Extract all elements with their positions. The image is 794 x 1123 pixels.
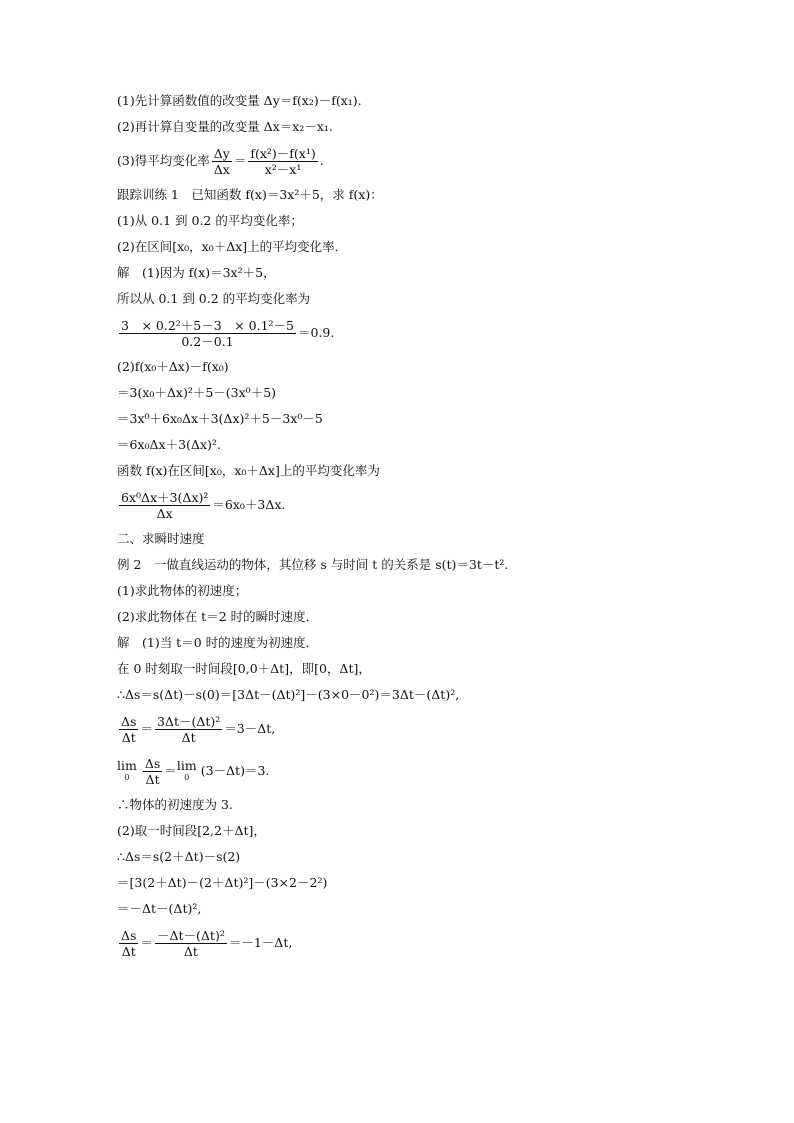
exercise-question-1: (1)从 0.1 到 0.2 的平均变化率； [117, 213, 303, 228]
example-solution-1: 解 (1)当 t＝0 时的速度为初速度． [117, 635, 319, 650]
example-part2-line-4: ＝－Δt－(Δt)², [117, 901, 202, 916]
fraction-expression [155, 714, 222, 745]
solution-part2-line-2: ＝3(x₀＋Δx)²＋5－(3x⁰＋5) [117, 385, 277, 400]
document-page [117, 92, 677, 968]
step-3-prefix: (3)得平均变化率 [117, 153, 210, 168]
fraction-denominator: Δt [181, 730, 196, 745]
fraction-numerator: 6x⁰Δx＋3(Δx)² [121, 490, 209, 505]
fraction-result: ＝0.9. [298, 325, 335, 340]
limit-operator: lim 0 [117, 757, 137, 782]
solution-part2-line-3: ＝3x⁰＋6x₀Δx＋3(Δx)²＋5－3x⁰－5 [117, 411, 323, 426]
fraction-numerator: Δs [121, 928, 137, 943]
fraction-ds-dt [119, 928, 138, 959]
solution-fraction-2 [117, 488, 677, 522]
fraction-denominator: Δx [213, 162, 230, 177]
fraction-numerator: 3 × 0.2²＋5－3 × 0.1²－5 [121, 318, 294, 333]
example-question-2: (2)求此物体在 t＝2 时的瞬时速度． [117, 609, 319, 624]
fraction-result: ＝3－Δt, [224, 721, 276, 736]
exercise-question-2: (2)在区间[x₀，x₀＋Δx]上的平均变化率． [117, 239, 348, 254]
step-1: (1)先计算函数值的改变量 Δy＝f(x₂)－f(x₁). [117, 93, 362, 108]
equals-sign: ＝ [164, 763, 177, 778]
step-2: (2)再计算自变量的改变量 Δx＝x₂－x₁. [117, 119, 333, 134]
fraction-denominator: 0.2－0.1 [181, 334, 234, 349]
fraction-interval-rate [119, 490, 210, 521]
limit-operator: lim 0 [176, 757, 197, 782]
solution-part2-line-4: ＝6x₀Δx＋3(Δx)². [117, 437, 221, 452]
fraction-result: ＝－1－Δt, [228, 935, 293, 950]
fraction-numerator: －Δt－(Δt)² [156, 928, 225, 943]
example-solution-2: 在 0 时刻取一时间段[0,0＋Δt]，即[0，Δt]， [117, 661, 371, 676]
example-fraction-2 [117, 926, 677, 960]
example-title: 例 2 一做直线运动的物体，其位移 s 与时间 t 的关系是 s(t)＝3t－t². [117, 557, 509, 572]
fraction-dy-dx [212, 146, 232, 177]
equals-sign: ＝ [140, 935, 153, 950]
example-solution-3: ∴Δs＝s(Δt)－s(0)＝[3Δt－(Δt)²]－(3×0－0²)＝3Δt－(Δt)², [117, 687, 460, 702]
example-conclusion-1: ∴物体的初速度为 3. [117, 797, 233, 812]
fraction-numerator: f(x²)－f(x¹) [250, 146, 316, 161]
solution-fraction-1 [117, 316, 677, 350]
fraction-average-rate [248, 146, 317, 177]
exercise-title: 跟踪训练 1 已知函数 f(x)＝3x²＋5，求 f(x)： [117, 187, 383, 202]
section-heading: 二、求瞬时速度 [117, 531, 205, 546]
example-part2-line-1: (2)取一时间段[2,2＋Δt]， [117, 823, 266, 838]
fraction-denominator: x²－x¹ [264, 162, 302, 177]
example-part2-line-3: ＝[3(2＋Δt)－(2＋Δt)²]－(3×2－2²) [117, 875, 328, 890]
fraction-result: ＝6x₀＋3Δx. [212, 497, 286, 512]
solution-part2-line-1: (2)f(x₀＋Δx)－f(x₀) [117, 359, 229, 374]
example-limit-line [117, 754, 677, 788]
example-question-1: (1)求此物体的初速度； [117, 583, 248, 598]
fraction-numerator: Δs [121, 714, 137, 729]
fraction-denominator: Δt [121, 730, 136, 745]
limit-expression: (3－Δt)＝3. [200, 763, 270, 778]
fraction-numerator: 3Δt－(Δt)² [156, 714, 221, 729]
fraction-denominator: Δx [156, 506, 173, 521]
solution-intro: 解 (1)因为 f(x)＝3x²＋5， [117, 265, 276, 280]
fraction-ds-dt [143, 756, 162, 787]
step-3 [117, 144, 677, 178]
fraction-denominator: Δt [183, 944, 198, 959]
example-part2-line-2: ∴Δs＝s(2＋Δt)－s(2) [117, 849, 241, 864]
fraction-numerator: Δs [144, 756, 161, 771]
fraction-denominator: Δt [121, 944, 136, 959]
fraction-denominator: Δt [145, 772, 160, 787]
fraction-numerator: Δy [213, 146, 230, 161]
fraction-expression [155, 928, 227, 959]
equals-sign: ＝ [140, 721, 153, 736]
solution-part2-line-5: 函数 f(x)在区间[x₀，x₀＋Δx]上的平均变化率为 [117, 463, 380, 478]
period: . [319, 153, 324, 168]
fraction-rate-0.1-0.2 [119, 318, 296, 349]
example-fraction-1 [117, 712, 677, 746]
fraction-ds-dt [119, 714, 138, 745]
equals-sign: ＝ [233, 153, 247, 168]
solution-line: 所以从 0.1 到 0.2 的平均变化率为 [117, 291, 311, 306]
